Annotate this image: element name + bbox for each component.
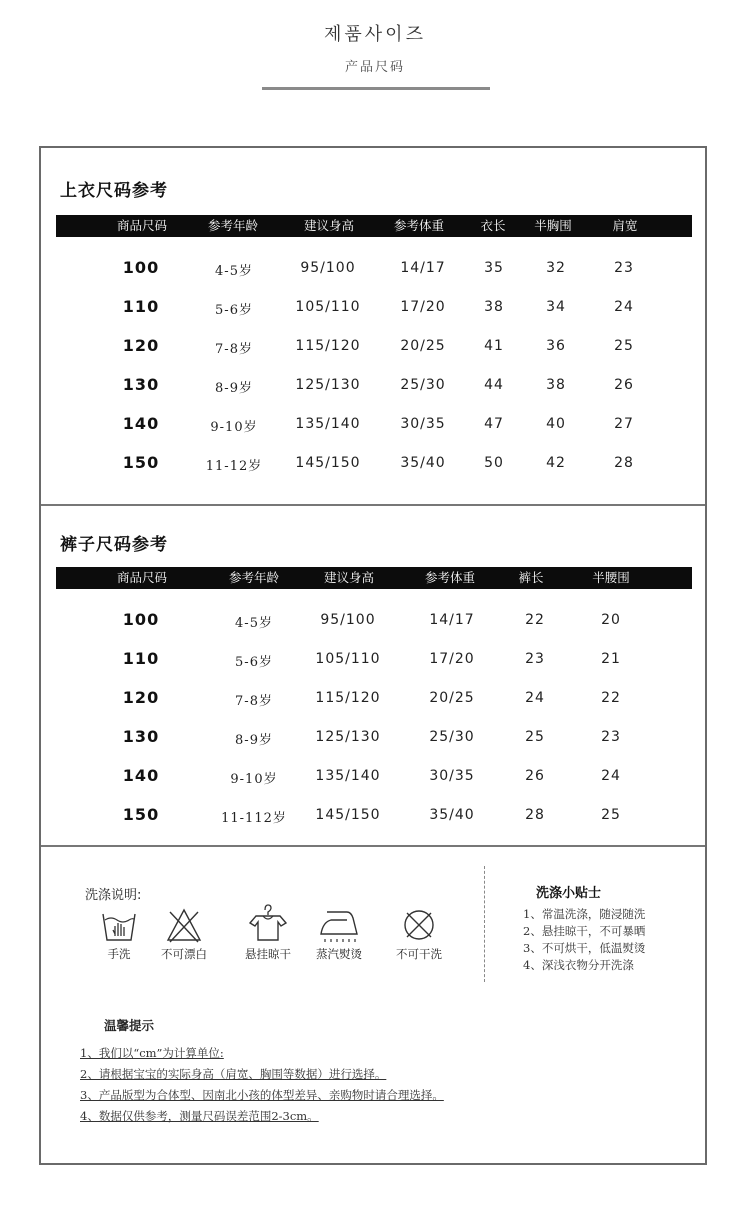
notice-item: 1、我们以“cm”为计算单位: bbox=[80, 1046, 224, 1060]
pants-cell-chest: 23 bbox=[601, 729, 621, 745]
header-title-chinese: 产品尺码 bbox=[344, 60, 405, 75]
pants-cell-length: 26 bbox=[525, 768, 545, 784]
pants-cell-size: 120 bbox=[122, 688, 160, 707]
pants-header-size: 商品尺码 bbox=[116, 570, 168, 585]
pants-cell-size: 100 bbox=[122, 610, 160, 629]
tops-cell-shoulder: 24 bbox=[614, 299, 634, 315]
pants-cell-length: 22 bbox=[525, 612, 545, 628]
tops-cell-age: 4-5岁 bbox=[215, 264, 253, 279]
tops-cell-age: 9-10岁 bbox=[210, 420, 258, 435]
tops-section-title: 上衣尺码参考 bbox=[60, 181, 168, 201]
pants-cell-height: 105/110 bbox=[315, 651, 381, 667]
tops-cell-height: 95/100 bbox=[300, 260, 356, 276]
pants-cell-size: 110 bbox=[122, 649, 160, 668]
tops-cell-size: 140 bbox=[122, 414, 160, 433]
pants-cell-weight: 35/40 bbox=[429, 807, 475, 823]
tops-cell-weight: 35/40 bbox=[400, 455, 446, 471]
pants-header-weight: 参考体重 bbox=[424, 570, 476, 585]
pants-cell-size: 150 bbox=[122, 805, 160, 824]
pants-cell-length: 25 bbox=[525, 729, 545, 745]
pants-header-length: 裤长 bbox=[518, 570, 544, 585]
tops-header-weight: 参考体重 bbox=[393, 218, 445, 233]
pants-cell-height: 95/100 bbox=[320, 612, 376, 628]
notice-title: 温馨提示 bbox=[104, 1018, 155, 1033]
tops-cell-height: 125/130 bbox=[295, 377, 361, 393]
notice-item: 4、数据仅供参考，测量尺码误差范围2-3cm。 bbox=[80, 1109, 319, 1123]
tops-cell-weight: 17/20 bbox=[400, 299, 446, 315]
header-underline bbox=[262, 87, 490, 90]
no-bleach-icon bbox=[164, 906, 204, 944]
header-title-korean: 제품사이즈 bbox=[324, 24, 426, 45]
care-item-no-dry-clean bbox=[396, 906, 442, 962]
tops-cell-weight: 20/25 bbox=[400, 338, 446, 354]
tops-header-size: 商品尺码 bbox=[116, 218, 168, 233]
tops-cell-length: 44 bbox=[484, 377, 504, 393]
notice-item: 2、请根据宝宝的实际身高（肩宽、胸围等数据）进行选择。 bbox=[80, 1067, 387, 1081]
tops-cell-weight: 25/30 bbox=[400, 377, 446, 393]
tops-cell-shoulder: 27 bbox=[614, 416, 634, 432]
pants-cell-weight: 20/25 bbox=[429, 690, 475, 706]
hand-wash-icon bbox=[99, 906, 139, 944]
tops-header-chest: 半胸围 bbox=[534, 218, 572, 233]
pants-cell-chest: 22 bbox=[601, 690, 621, 706]
no-dry-clean-icon bbox=[399, 906, 439, 944]
tops-cell-age: 5-6岁 bbox=[215, 303, 253, 318]
no-bleach-label: 不可漂白 bbox=[161, 947, 207, 961]
tops-cell-chest: 38 bbox=[546, 377, 566, 393]
tops-cell-shoulder: 28 bbox=[614, 455, 634, 471]
steam-iron-label: 蒸汽熨烫 bbox=[316, 947, 362, 961]
pants-cell-height: 115/120 bbox=[315, 690, 381, 706]
pants-header-height: 建议身高 bbox=[323, 570, 375, 585]
pants-cell-chest: 24 bbox=[601, 768, 621, 784]
tops-cell-chest: 34 bbox=[546, 299, 566, 315]
tops-header-age: 参考年龄 bbox=[207, 218, 259, 233]
tops-header-shoulder: 肩宽 bbox=[612, 218, 638, 233]
care-tips-dashed-divider bbox=[484, 866, 485, 982]
tops-header-length: 衣长 bbox=[480, 218, 506, 233]
pants-header-age: 参考年龄 bbox=[228, 570, 280, 585]
pants-cell-age: 11-112岁 bbox=[221, 811, 287, 826]
section-divider-tops-pants bbox=[41, 504, 705, 506]
pants-cell-size: 140 bbox=[122, 766, 160, 785]
hand-wash-label: 手洗 bbox=[107, 947, 131, 961]
wash-tip-item: 3、不可烘干，低温熨烫 bbox=[523, 941, 646, 955]
tops-cell-height: 115/120 bbox=[295, 338, 361, 354]
tops-cell-length: 38 bbox=[484, 299, 504, 315]
pants-section-title: 裤子尺码参考 bbox=[60, 535, 168, 555]
pants-cell-age: 4-5岁 bbox=[235, 616, 273, 631]
pants-cell-length: 28 bbox=[525, 807, 545, 823]
care-item-hang-dry bbox=[245, 902, 291, 962]
pants-cell-age: 7-8岁 bbox=[235, 694, 273, 709]
tops-cell-weight: 14/17 bbox=[400, 260, 446, 276]
pants-cell-weight: 30/35 bbox=[429, 768, 475, 784]
pants-cell-height: 145/150 bbox=[315, 807, 381, 823]
pants-header-waist: 半腰围 bbox=[592, 570, 630, 585]
tops-cell-height: 135/140 bbox=[295, 416, 361, 432]
wash-tip-item: 2、悬挂晾干，不可暴晒 bbox=[523, 924, 646, 938]
pants-cell-weight: 17/20 bbox=[429, 651, 475, 667]
tops-cell-size: 110 bbox=[122, 297, 160, 316]
pants-cell-length: 23 bbox=[525, 651, 545, 667]
steam-iron-icon bbox=[317, 906, 361, 944]
care-item-steam-iron bbox=[316, 906, 362, 962]
tops-cell-age: 8-9岁 bbox=[215, 381, 253, 396]
tops-cell-chest: 42 bbox=[546, 455, 566, 471]
tops-cell-length: 50 bbox=[484, 455, 504, 471]
pants-cell-weight: 14/17 bbox=[429, 612, 475, 628]
tops-cell-weight: 30/35 bbox=[400, 416, 446, 432]
notice-item: 3、产品版型为合体型、因南北小孩的体型差异、亲购物时请合理选择。 bbox=[80, 1088, 444, 1102]
pants-cell-age: 5-6岁 bbox=[235, 655, 273, 670]
hang-dry-label: 悬挂晾干 bbox=[245, 947, 291, 961]
tops-cell-height: 145/150 bbox=[295, 455, 361, 471]
pants-cell-chest: 25 bbox=[601, 807, 621, 823]
pants-cell-chest: 21 bbox=[601, 651, 621, 667]
tops-cell-size: 100 bbox=[122, 258, 160, 277]
tops-cell-size: 130 bbox=[122, 375, 160, 394]
pants-cell-size: 130 bbox=[122, 727, 160, 746]
hang-dry-icon bbox=[246, 902, 290, 944]
pants-cell-chest: 20 bbox=[601, 612, 621, 628]
care-item-hand-wash bbox=[99, 906, 139, 962]
wash-instructions-title: 洗涤说明: bbox=[85, 888, 142, 903]
tops-cell-shoulder: 23 bbox=[614, 260, 634, 276]
tops-cell-length: 35 bbox=[484, 260, 504, 276]
tops-table-header bbox=[56, 215, 692, 237]
tops-cell-shoulder: 26 bbox=[614, 377, 634, 393]
no-dry-clean-label: 不可干洗 bbox=[396, 947, 442, 961]
pants-cell-height: 135/140 bbox=[315, 768, 381, 784]
tops-cell-size: 150 bbox=[122, 453, 160, 472]
tops-cell-chest: 40 bbox=[546, 416, 566, 432]
pants-cell-height: 125/130 bbox=[315, 729, 381, 745]
pants-cell-age: 9-10岁 bbox=[230, 772, 278, 787]
section-divider-pants-care bbox=[41, 845, 705, 847]
care-item-no-bleach bbox=[161, 906, 207, 962]
pants-table-header bbox=[56, 567, 692, 589]
tops-cell-length: 47 bbox=[484, 416, 504, 432]
wash-tips-title: 洗涤小贴士 bbox=[536, 886, 602, 901]
wash-tip-item: 4、深浅衣物分开洗涤 bbox=[523, 958, 634, 972]
tops-cell-chest: 36 bbox=[546, 338, 566, 354]
tops-header-height: 建议身高 bbox=[303, 218, 355, 233]
tops-cell-height: 105/110 bbox=[295, 299, 361, 315]
tops-cell-chest: 32 bbox=[546, 260, 566, 276]
wash-tip-item: 1、常温洗涤，随浸随洗 bbox=[523, 907, 646, 921]
tops-cell-age: 7-8岁 bbox=[215, 342, 253, 357]
tops-cell-size: 120 bbox=[122, 336, 160, 355]
tops-cell-shoulder: 25 bbox=[614, 338, 634, 354]
tops-cell-length: 41 bbox=[484, 338, 504, 354]
tops-cell-age: 11-12岁 bbox=[205, 459, 263, 474]
pants-cell-age: 8-9岁 bbox=[235, 733, 273, 748]
pants-cell-length: 24 bbox=[525, 690, 545, 706]
pants-cell-weight: 25/30 bbox=[429, 729, 475, 745]
